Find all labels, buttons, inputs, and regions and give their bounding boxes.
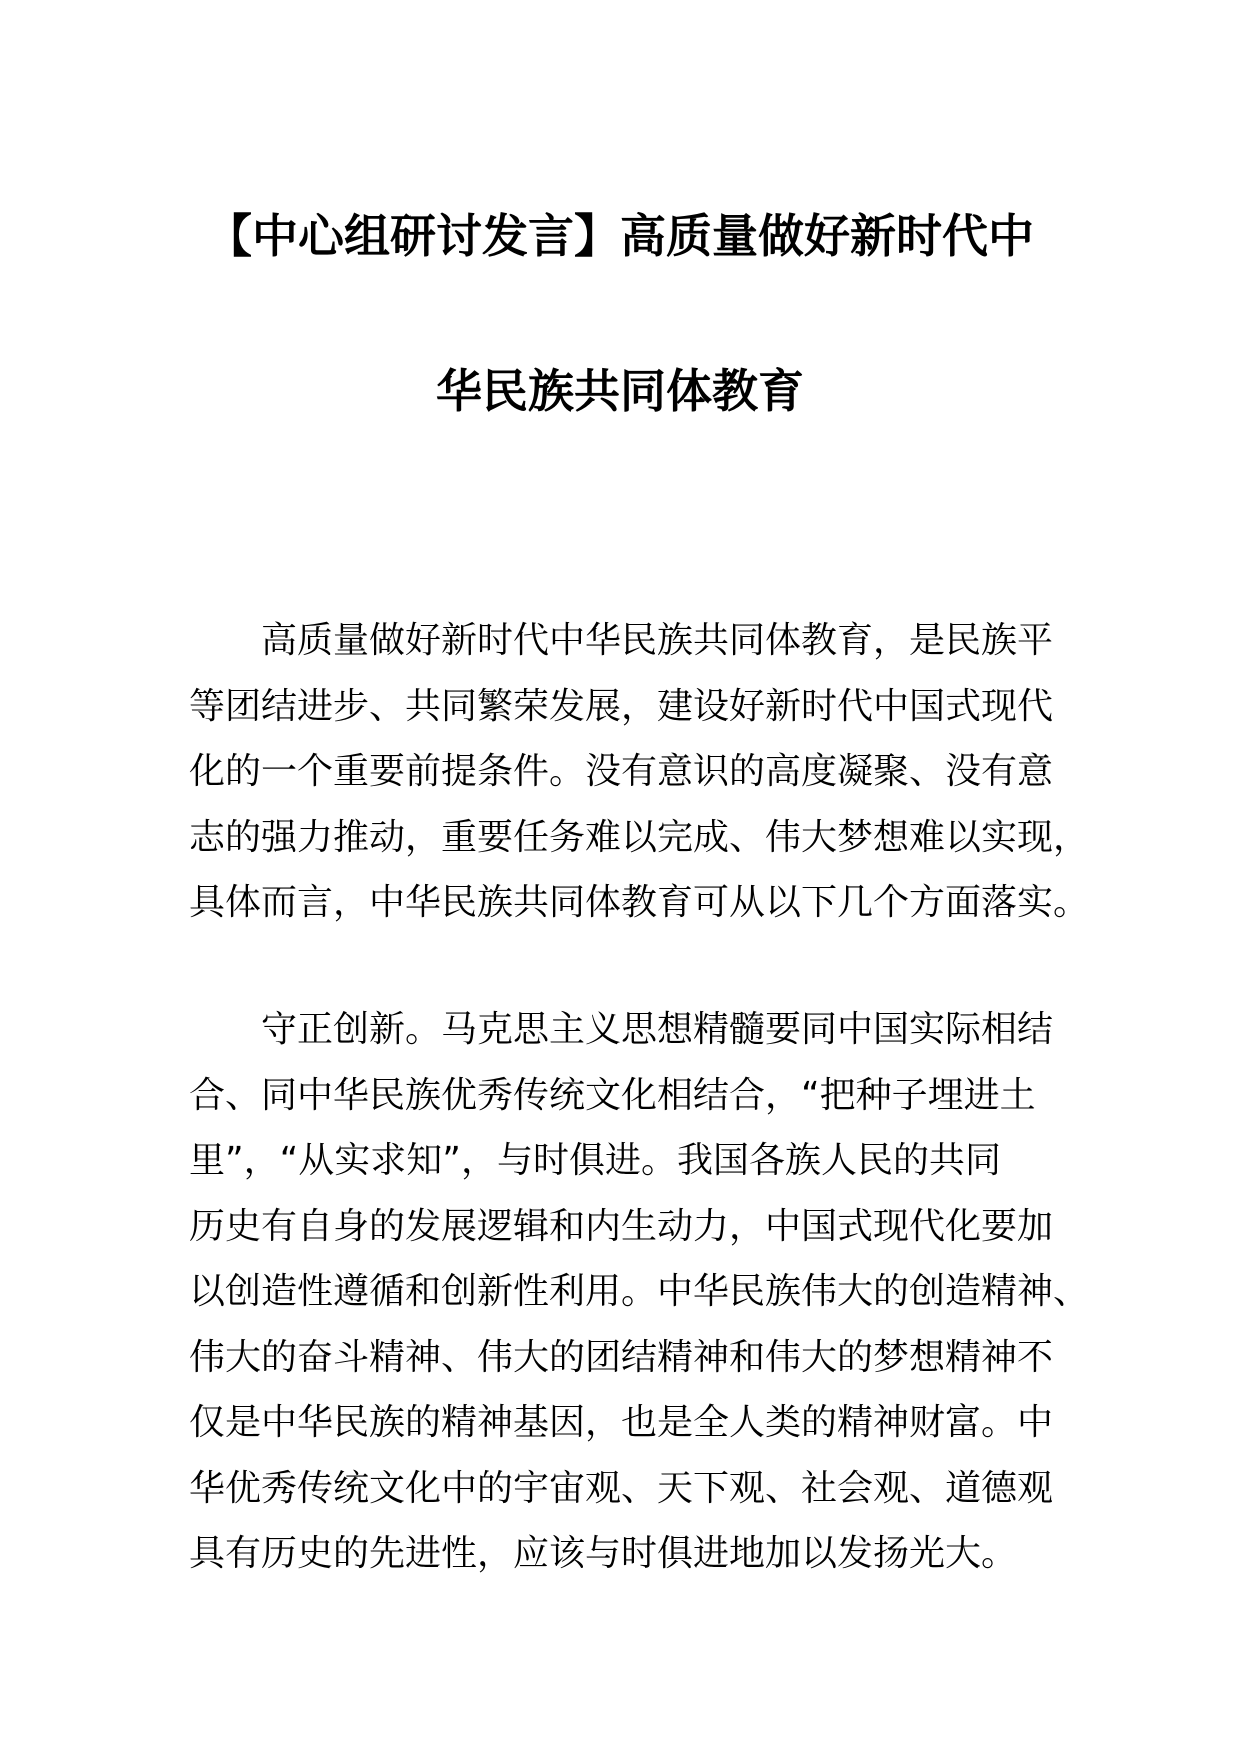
text-line: 化的一个重要前提条件。没有意识的高度凝聚、没有意 [189, 751, 1054, 792]
paragraph-innovation [189, 997, 1090, 1587]
text-line: 等团结进步、共同繁荣发展，建设好新时代中国式现代 [189, 685, 1054, 727]
document-title-line-1: 【中心组研讨发言】高质量做好新时代中 [206, 209, 1034, 263]
paragraph-intro [189, 608, 1090, 936]
text-line: 以创造性遵循和创新性利用。中华民族伟大的创造精神、 [189, 1271, 1090, 1312]
text-line: 仅是中华民族的精神基因，也是全人类的精神财富。中 [189, 1402, 1054, 1443]
text-line: 高质量做好新时代中华民族共同体教育，是民族平 [261, 620, 1054, 661]
text-line: 华优秀传统文化中的宇宙观、天下观、社会观、道德观 [189, 1467, 1054, 1509]
text-line: 合、同中华民族优秀传统文化相结合，“把种子埋进土 [189, 1074, 1036, 1116]
document-title-line-2: 华民族共同体教育 [436, 364, 804, 418]
text-line: 志的强力推动，重要任务难以完成、伟大梦想难以实现， [189, 816, 1090, 858]
text-line: 守正创新。马克思主义思想精髓要同中国实际相结 [261, 1009, 1054, 1050]
text-line: 伟大的奋斗精神、伟大的团结精神和伟大的梦想精神不 [189, 1336, 1054, 1378]
text-line: 具体而言，中华民族共同体教育可从以下几个方面落实。 [189, 882, 1090, 923]
text-line: 历史有自身的发展逻辑和内生动力，中国式现代化要加 [189, 1205, 1054, 1247]
text-line: 里”，“从实求知”，与时俱进。我国各族人民的共同 [189, 1140, 1001, 1181]
text-line: 具有历史的先进性，应该与时俱进地加以发扬光大。 [189, 1533, 1018, 1574]
